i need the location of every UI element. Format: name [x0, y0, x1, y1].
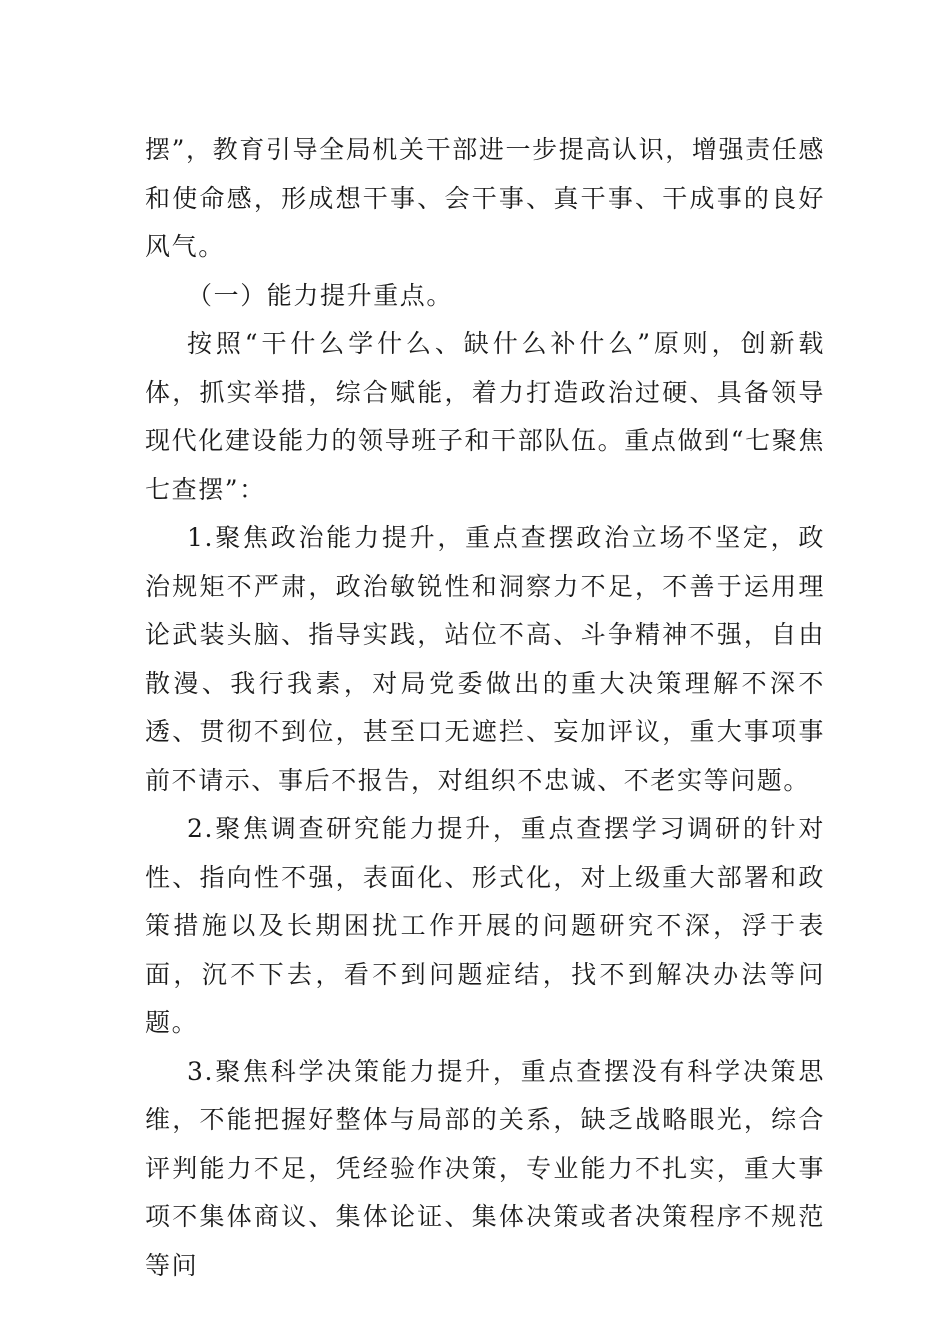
list-item-1: 1.聚焦政治能力提升，重点查摆政治立场不坚定，政治规矩不严肃，政治敏锐性和洞察力不足，不善于运用理论武装头脑、指导实践，站位不高、斗争精神不强，自由散漫、我行我素，对局党委做出的重大决策理解不深不透、贯彻不到位，甚至口无遮拦、妄加评议，重大事项事前不请示、事后不报告，对组织不忠诚、不老实等问题。	[145, 523, 825, 795]
list-item-3: 3.聚焦科学决策能力提升，重点查摆没有科学决策思维，不能把握好整体与局部的关系，缺乏战略眼光，综合评判能力不足，凭经验作决策，专业能力不扎实，重大事项不集体商议、集体论证、集体决策或者决策程序不规范等问	[145, 1056, 825, 1280]
section-heading: （一）能力提升重点。	[187, 280, 454, 310]
document-body	[145, 126, 825, 1290]
paragraph-continuation: 摆”，教育引导全局机关干部进一步提高认识，增强责任感和使命感，形成想干事、会干事、真干事、干成事的良好风气。	[145, 135, 825, 261]
paragraph-intro: 按照“干什么学什么、缺什么补什么”原则，创新载体，抓实举措，综合赋能，着力打造政治过硬、具备领导现代化建设能力的领导班子和干部队伍。重点做到“七聚焦七查摆”：	[145, 329, 825, 504]
list-item-2: 2.聚焦调查研究能力提升，重点查摆学习调研的针对性、指向性不强，表面化、形式化，对上级重大部署和政策措施以及长期困扰工作开展的问题研究不深，浮于表面，沉不下去，看不到问题症结，找不到解决办法等问题。	[145, 814, 825, 1037]
